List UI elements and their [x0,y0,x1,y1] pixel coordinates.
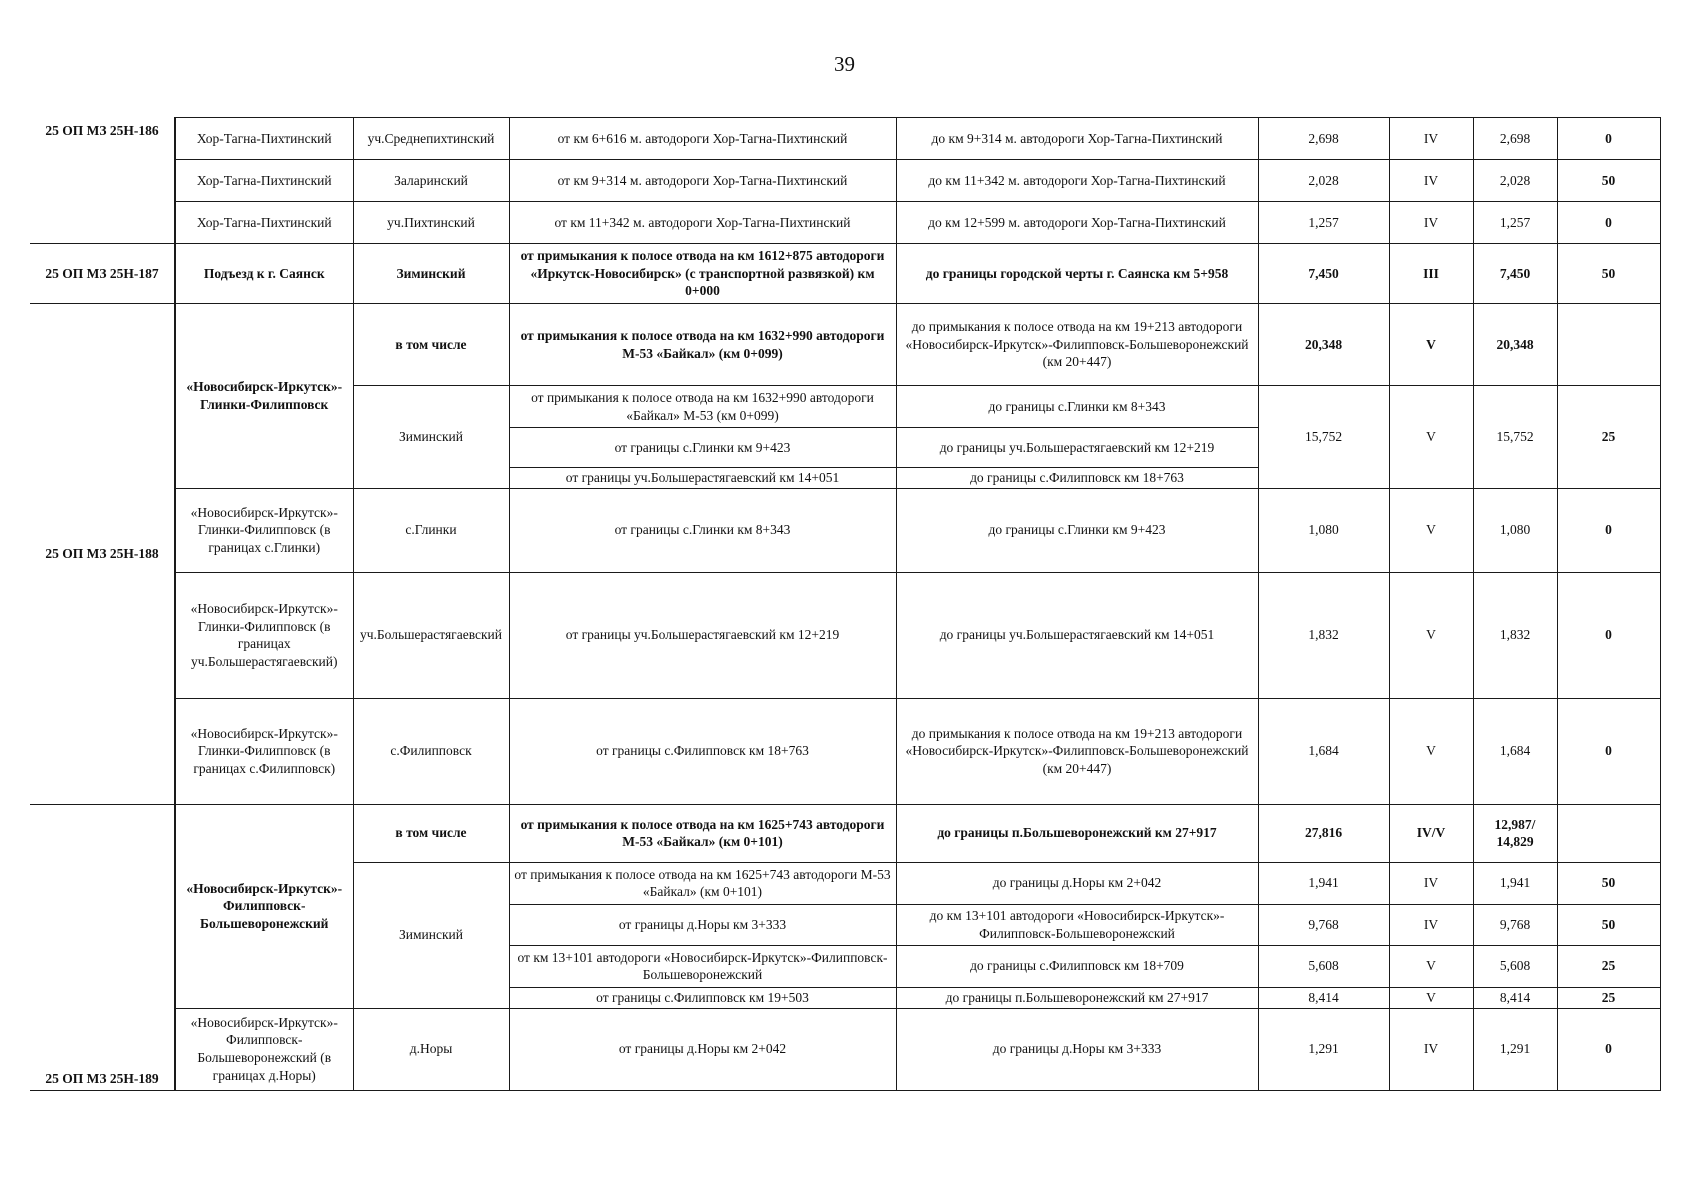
to-cell: до примыкания к полосе отвода на км 19+213 автодороги «Новосибирск-Иркутск»-Филипповск-Большеворонежский (км 20+447) [896,304,1258,386]
category-cell: IV/V [1389,804,1473,862]
section-cell: с.Глинки [353,488,509,572]
from-cell: от границы с.Филипповск км 18+763 [509,698,896,804]
table-row [30,488,1660,572]
road-register-table [30,117,1661,1091]
length-surface-cell: 1,257 [1473,202,1557,244]
table-row [30,118,1660,160]
from-cell: от границы с.Глинки км 9+423 [509,428,896,468]
length-surface-cell: 1,832 [1473,572,1557,698]
table-row [30,804,1660,862]
length-surface-cell: 9,768 [1473,904,1557,945]
road-code-cell: 25 ОП МЗ 25Н-187 [30,244,175,304]
to-cell: до км 13+101 автодороги «Новосибирск-Иркутск»-Филипповск-Большеворонежский [896,904,1258,945]
road-name-cell: Хор-Тагна-Пихтинский [175,118,353,160]
category-cell: V [1389,488,1473,572]
section-cell: уч.Пихтинский [353,202,509,244]
wear-cell: 0 [1557,488,1660,572]
to-cell: до примыкания к полосе отвода на км 19+213 автодороги «Новосибирск-Иркутск»-Филипповск-Большеворонежский (км 20+447) [896,698,1258,804]
table-row [30,1008,1660,1090]
wear-cell: 50 [1557,244,1660,304]
category-cell: III [1389,244,1473,304]
length-surface-cell: 1,291 [1473,1008,1557,1090]
length-surface-cell: 20,348 [1473,304,1557,386]
length-cell: 1,257 [1258,202,1389,244]
from-cell: от км 9+314 м. автодороги Хор-Тагна-Пихтинский [509,160,896,202]
wear-cell: 50 [1557,904,1660,945]
length-surface-cell: 8,414 [1473,987,1557,1008]
to-cell: до км 12+599 м. автодороги Хор-Тагна-Пихтинский [896,202,1258,244]
wear-cell: 0 [1557,1008,1660,1090]
road-name-cell: Хор-Тагна-Пихтинский [175,160,353,202]
wear-cell: 0 [1557,118,1660,160]
wear-cell [1557,304,1660,386]
length-cell: 2,698 [1258,118,1389,160]
road-name-cell: «Новосибирск-Иркутск»-Глинки-Филипповск (в границах с.Глинки) [175,488,353,572]
wear-cell [1557,804,1660,862]
road-name-cell: Хор-Тагна-Пихтинский [175,202,353,244]
road-name-cell: «Новосибирск-Иркутск»-Глинки-Филипповск [175,304,353,489]
section-cell: уч.Большерастягаевский [353,572,509,698]
from-cell: от км 13+101 автодороги «Новосибирск-Иркутск»-Филипповск-Большеворонежский [509,945,896,987]
road-name-cell: «Новосибирск-Иркутск»-Филипповск-Большеворонежский (в границах д.Норы) [175,1008,353,1090]
road-code-cell: 25 ОП МЗ 25Н-186 [30,118,175,244]
wear-cell: 0 [1557,698,1660,804]
length-surface-cell: 1,684 [1473,698,1557,804]
length-cell: 9,768 [1258,904,1389,945]
road-code-cell: 25 ОП МЗ 25Н-189 [30,804,175,1090]
wear-cell: 25 [1557,386,1660,489]
section-cell: Зиминский [353,386,509,489]
from-cell: от границы уч.Большерастягаевский км 14+051 [509,468,896,489]
length-cell: 5,608 [1258,945,1389,987]
length-cell: 2,028 [1258,160,1389,202]
table-row [30,304,1660,386]
section-cell: в том числе [353,804,509,862]
length-cell: 1,941 [1258,862,1389,904]
road-name-cell: «Новосибирск-Иркутск»-Глинки-Филипповск (в границах с.Филипповск) [175,698,353,804]
category-cell: V [1389,572,1473,698]
length-surface-cell: 12,987/ 14,829 [1473,804,1557,862]
to-cell: до границы д.Норы км 2+042 [896,862,1258,904]
section-cell: уч.Среднепихтинский [353,118,509,160]
to-cell: до границы с.Филипповск км 18+763 [896,468,1258,489]
length-surface-cell: 2,698 [1473,118,1557,160]
length-cell: 1,684 [1258,698,1389,804]
from-cell: от примыкания к полосе отвода на км 1612+875 автодороги «Иркутск-Новосибирск» (с транспортной развязкой) км 0+000 [509,244,896,304]
from-cell: от примыкания к полосе отвода на км 1632+990 автодороги «Байкал» М-53 (км 0+099) [509,386,896,428]
to-cell: до км 11+342 м. автодороги Хор-Тагна-Пихтинский [896,160,1258,202]
category-cell: IV [1389,118,1473,160]
table-row [30,698,1660,804]
wear-cell: 50 [1557,862,1660,904]
length-cell: 8,414 [1258,987,1389,1008]
length-surface-cell: 1,941 [1473,862,1557,904]
from-cell: от границы д.Норы км 2+042 [509,1008,896,1090]
category-cell: V [1389,698,1473,804]
length-surface-cell: 7,450 [1473,244,1557,304]
table-row [30,244,1660,304]
category-cell: V [1389,304,1473,386]
from-cell: от примыкания к полосе отвода на км 1625+743 автодороги М-53 «Байкал» (км 0+101) [509,804,896,862]
to-cell: до границы д.Норы км 3+333 [896,1008,1258,1090]
from-cell: от границы с.Филипповск км 19+503 [509,987,896,1008]
wear-cell: 25 [1557,987,1660,1008]
to-cell: до границы п.Большеворонежский км 27+917 [896,804,1258,862]
from-cell: от границы уч.Большерастягаевский км 12+219 [509,572,896,698]
from-cell: от примыкания к полосе отвода на км 1625+743 автодороги М-53 «Байкал» (км 0+101) [509,862,896,904]
category-cell: IV [1389,862,1473,904]
from-cell: от границы д.Норы км 3+333 [509,904,896,945]
from-cell: от км 11+342 м. автодороги Хор-Тагна-Пихтинский [509,202,896,244]
wear-cell: 0 [1557,572,1660,698]
length-cell: 1,080 [1258,488,1389,572]
section-cell: Заларинский [353,160,509,202]
to-cell: до границы городской черты г. Саянска км 5+958 [896,244,1258,304]
category-cell: IV [1389,160,1473,202]
to-cell: до границы с.Глинки км 9+423 [896,488,1258,572]
to-cell: до км 9+314 м. автодороги Хор-Тагна-Пихтинский [896,118,1258,160]
length-cell: 7,450 [1258,244,1389,304]
section-cell: Зиминский [353,862,509,1008]
wear-cell: 50 [1557,160,1660,202]
to-cell: до границы уч.Большерастягаевский км 12+219 [896,428,1258,468]
road-name-cell: Подъезд к г. Саянск [175,244,353,304]
length-surface-cell: 5,608 [1473,945,1557,987]
length-cell: 1,291 [1258,1008,1389,1090]
page-number: 39 [834,52,855,76]
wear-cell: 25 [1557,945,1660,987]
road-name-cell: «Новосибирск-Иркутск»-Глинки-Филипповск (в границах уч.Большерастягаевский) [175,572,353,698]
category-cell: IV [1389,904,1473,945]
to-cell: до границы уч.Большерастягаевский км 14+051 [896,572,1258,698]
table-row [30,160,1660,202]
from-cell: от границы с.Глинки км 8+343 [509,488,896,572]
table-row [30,202,1660,244]
from-cell: от примыкания к полосе отвода на км 1632+990 автодороги М-53 «Байкал» (км 0+099) [509,304,896,386]
length-cell: 20,348 [1258,304,1389,386]
category-cell: V [1389,987,1473,1008]
length-cell: 27,816 [1258,804,1389,862]
road-name-cell: «Новосибирск-Иркутск»-Филипповск-Большеворонежский [175,804,353,1008]
from-cell: от км 6+616 м. автодороги Хор-Тагна-Пихтинский [509,118,896,160]
category-cell: V [1389,386,1473,489]
section-cell: с.Филипповск [353,698,509,804]
length-surface-cell: 15,752 [1473,386,1557,489]
section-cell: в том числе [353,304,509,386]
length-surface-cell: 1,080 [1473,488,1557,572]
length-surface-cell: 2,028 [1473,160,1557,202]
category-cell: V [1389,945,1473,987]
length-cell: 1,832 [1258,572,1389,698]
to-cell: до границы с.Филипповск км 18+709 [896,945,1258,987]
table-row [30,572,1660,698]
road-code-cell: 25 ОП МЗ 25Н-188 [30,304,175,805]
section-cell: д.Норы [353,1008,509,1090]
length-cell: 15,752 [1258,386,1389,489]
category-cell: IV [1389,202,1473,244]
wear-cell: 0 [1557,202,1660,244]
section-cell: Зиминский [353,244,509,304]
to-cell: до границы с.Глинки км 8+343 [896,386,1258,428]
category-cell: IV [1389,1008,1473,1090]
to-cell: до границы п.Большеворонежский км 27+917 [896,987,1258,1008]
